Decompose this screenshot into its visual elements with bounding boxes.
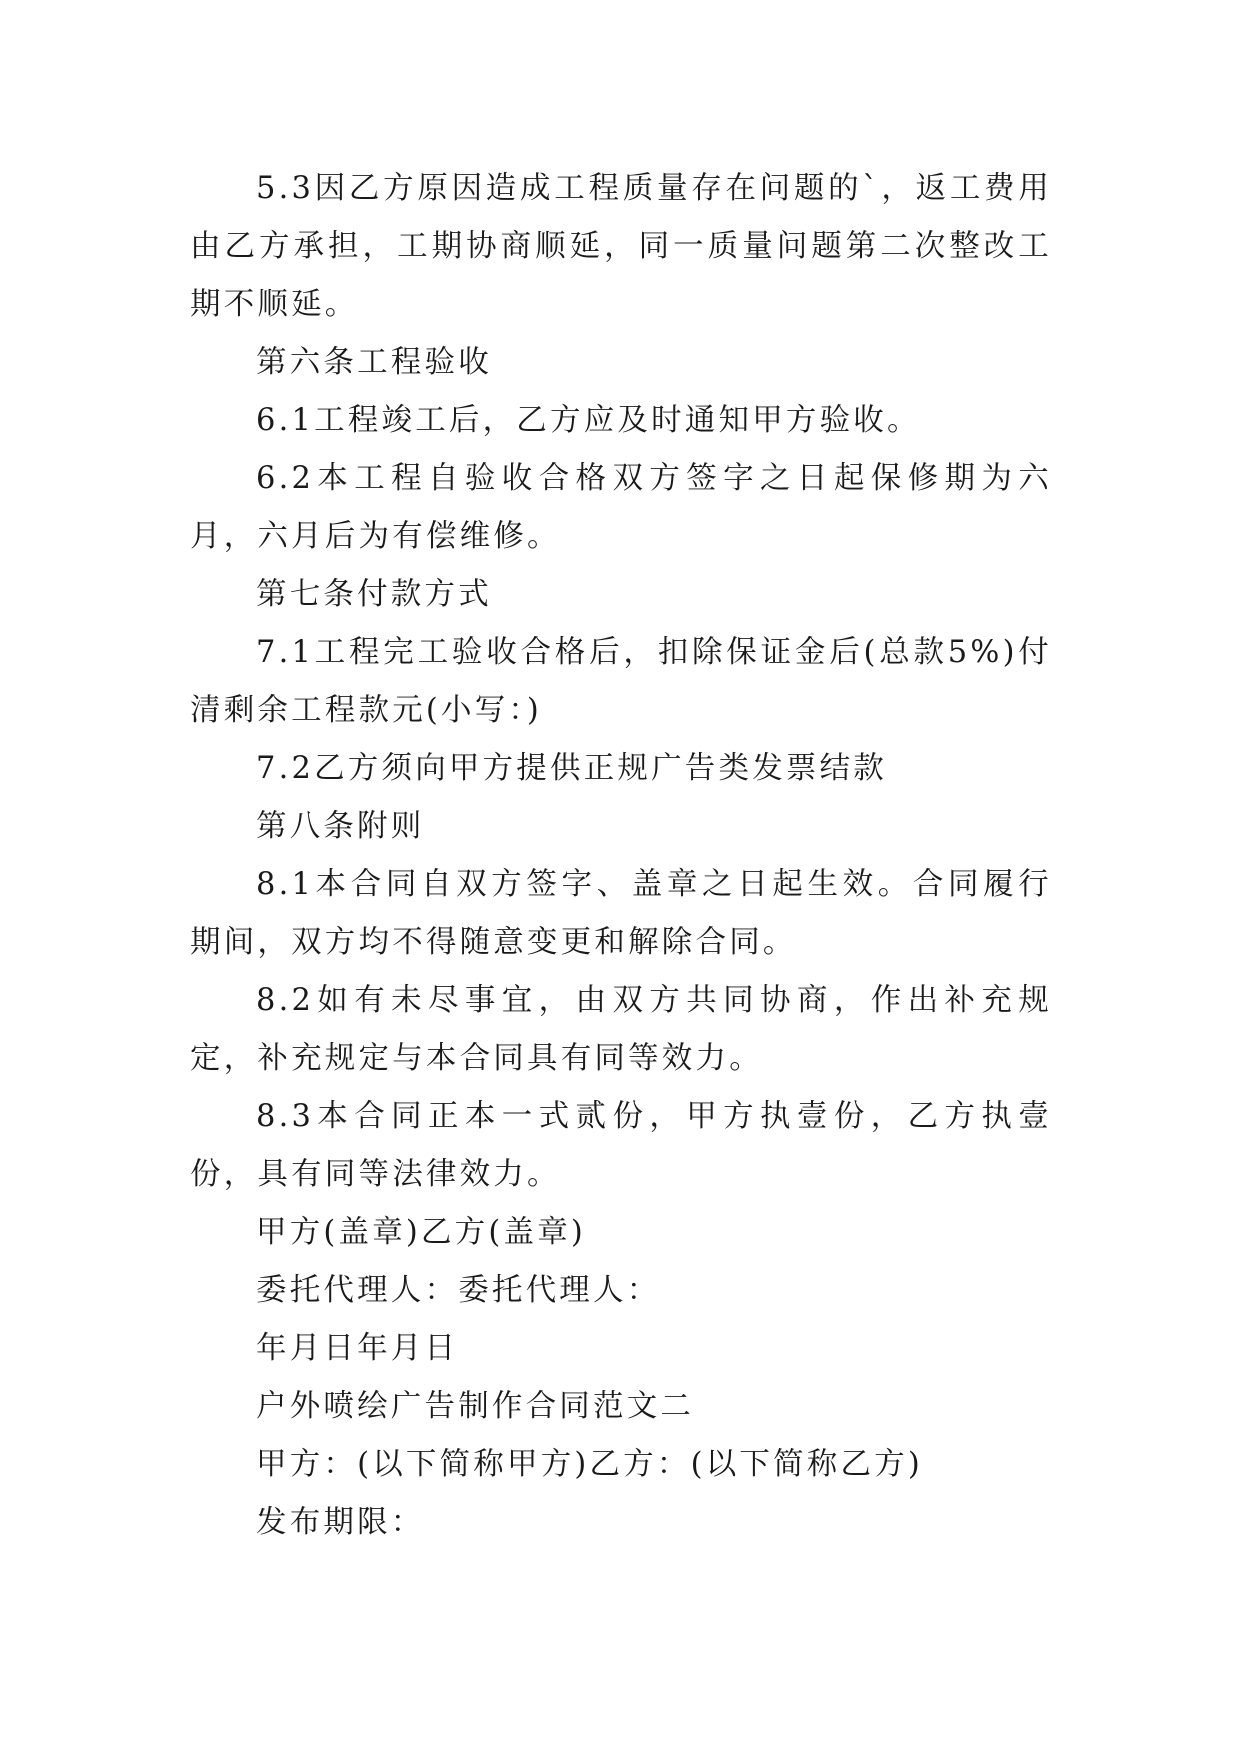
clause-8-1: 8.1本合同自双方签字、盖章之日起生效。合同履行期间，双方均不得随意变更和解除合同。 — [190, 867, 1052, 960]
clause-8-2: 8.2如有未尽事宜，由双方共同协商，作出补充规定，补充规定与本合同具有同等效力。 — [190, 983, 1052, 1076]
clause-5-3: 5.3因乙方原因造成工程质量存在问题的`，返工费用由乙方承担，工期协商顺延，同一质量问题第二次整改工期不顺延。 — [190, 171, 1052, 322]
second-contract-title: 户外喷绘广告制作合同范文二 — [256, 1389, 695, 1424]
signature-seal-line: 甲方(盖章)乙方(盖章) — [256, 1215, 586, 1250]
parties-line: 甲方：(以下简称甲方)乙方：(以下简称乙方) — [256, 1447, 923, 1482]
publish-period-line: 发布期限： — [256, 1505, 425, 1540]
clause-7-2: 7.2乙方须向甲方提供正规广告类发票结款 — [256, 751, 888, 786]
signature-agent-line: 委托代理人：委托代理人： — [256, 1273, 661, 1308]
clause-7-1: 7.1工程完工验收合格后，扣除保证金后(总款5%)付清剩余工程款元(小写：) — [190, 635, 1052, 728]
document-body — [190, 160, 1052, 1552]
article-7-heading: 第七条付款方式 — [256, 577, 492, 612]
article-6-heading: 第六条工程验收 — [256, 345, 492, 380]
signature-date-line: 年月日年月日 — [256, 1331, 459, 1366]
article-8-heading: 第八条附则 — [256, 809, 425, 844]
clause-6-2: 6.2本工程自验收合格双方签字之日起保修期为六月，六月后为有偿维修。 — [190, 461, 1052, 554]
clause-8-3: 8.3本合同正本一式贰份，甲方执壹份，乙方执壹份，具有同等法律效力。 — [190, 1099, 1052, 1192]
clause-6-1: 6.1工程竣工后，乙方应及时通知甲方验收。 — [256, 403, 921, 438]
